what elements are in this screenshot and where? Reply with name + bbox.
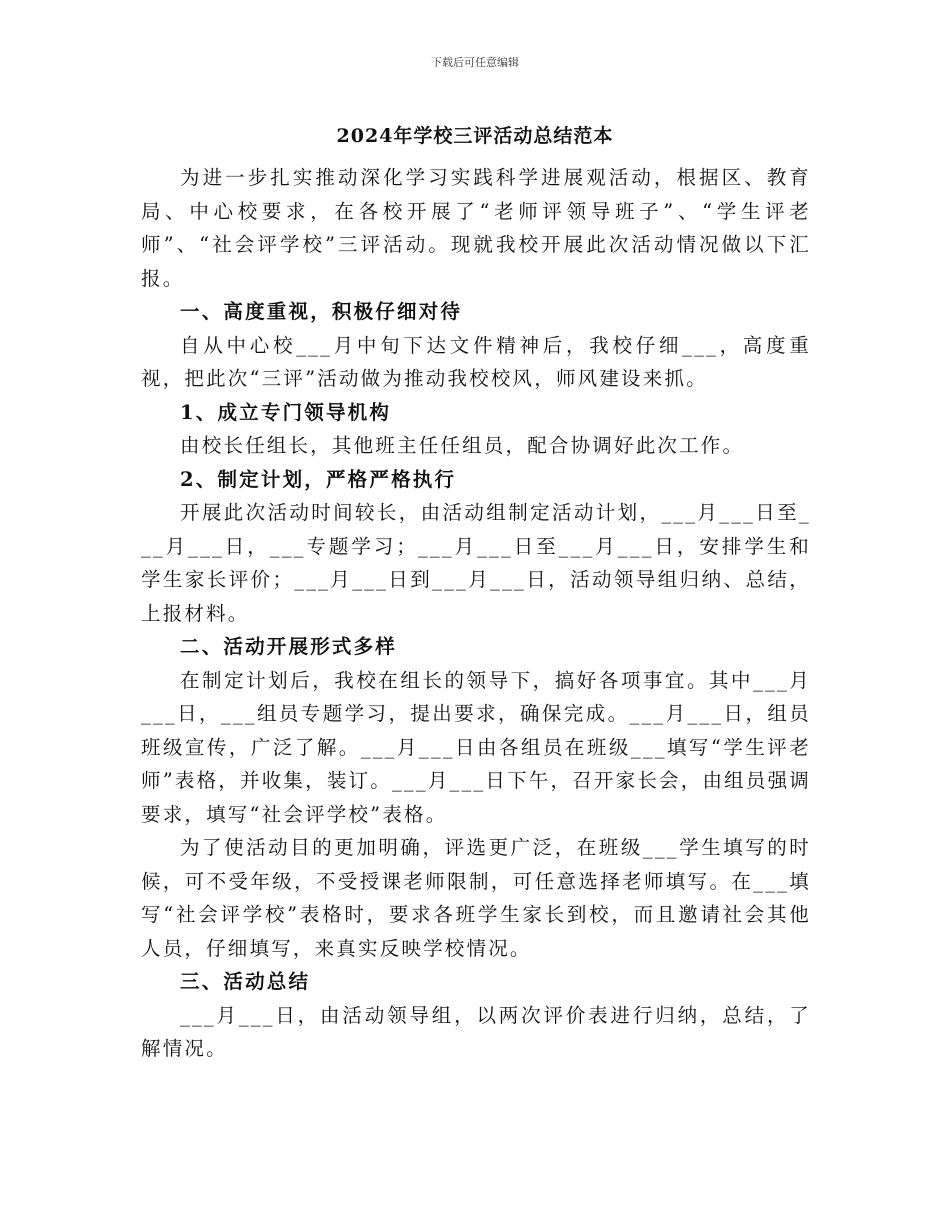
section-heading-3: 三、活动总结 <box>180 970 311 993</box>
section-heading-1: 一、高度重视，积极仔细对待 <box>180 300 463 323</box>
subsection-1-2-paragraph: 开展此次活动时间较长，由活动组制定活动计划，___月___日至___月___日，___专题学习；___月___日至___月___日，安排学生和学生家长评价；___月___日到___月___日，活动领导组归纳、总结，上报材料。 <box>141 501 811 625</box>
document-body <box>141 161 811 1066</box>
header-note: 下载后可任意编辑 <box>431 56 519 69</box>
document-title: 2024年学校三评活动总结范本 <box>336 125 614 147</box>
subheading-1-2: 2、制定计划，严格严格执行 <box>180 467 457 491</box>
section-2-paragraph-2: 为了使活动目的更加明确，评选更广泛，在班级___学生填写的时候，可不受年级，不受授课老师限制，可任意选择老师填写。在___填写“社会评学校”表格时，要求各班学生家长到校，而且邀请社会其他人员，仔细填写，来真实反映学校情况。 <box>141 836 811 960</box>
section-heading-2: 二、活动开展形式多样 <box>180 635 398 658</box>
intro-paragraph: 为进一步扎实推动深化学习实践科学进展观活动，根据区、教育局、中心校要求，在各校开展了“老师评领导班子”、“学生评老师”、“社会评学校”三评活动。现就我校开展此次活动情况做以下汇报。 <box>141 166 811 290</box>
subheading-1-1: 1、成立专门领导机构 <box>180 400 392 424</box>
subsection-1-1-paragraph: 由校长任组长，其他班主任任组员，配合协调好此次工作。 <box>180 434 745 457</box>
section-3-paragraph: ___月___日，由活动领导组，以两次评价表进行归纳，总结，了解情况。 <box>141 1003 811 1060</box>
section-2-paragraph-1: 在制定计划后，我校在组长的领导下，搞好各项事宜。其中___月___日，___组员专题学习，提出要求，确保完成。___月___日，组员班级宣传，广泛了解。___月___日由各组员在班级___填写“学生评老师”表格，并收集，装订。___月___日下午，召开家长会，由组员强调要求，填写“社会评学校”表格。 <box>141 668 811 826</box>
section-1-paragraph: 自从中心校___月中旬下达文件精神后，我校仔细___，高度重视，把此次“三评”活动做为推动我校校风，师风建设来抓。 <box>141 333 811 390</box>
